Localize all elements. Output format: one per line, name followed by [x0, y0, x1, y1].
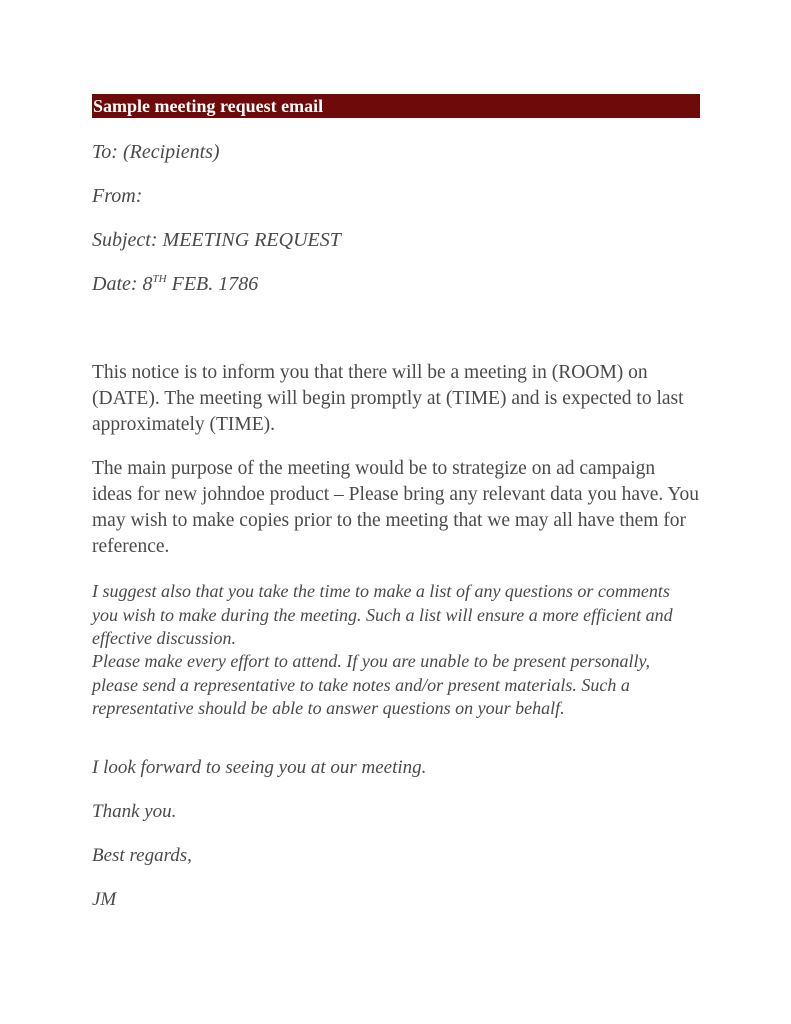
date-line — [92, 272, 258, 296]
document-title: Sample meeting request email — [92, 94, 700, 118]
signature: JM — [92, 889, 117, 910]
to-line: To: (Recipients) — [92, 141, 220, 163]
date-suffix: FEB. 1786 — [166, 273, 259, 295]
paragraph-suggestion: I suggest also that you take the time to make a list of any questions or comments you wish to make during the meeting. Such a list will ensure a more efficient and effective discussion. — [92, 581, 673, 648]
document-page — [92, 94, 700, 910]
paragraph-notice: This notice is to inform you that there will be a meeting in (ROOM) on (DATE). The meeting will begin promptly at (TIME) and is expected to last approximately (TIME). — [92, 362, 684, 435]
date-superscript: TH — [152, 273, 167, 285]
date-prefix: Date: 8 — [92, 273, 153, 295]
from-line: From: — [92, 185, 143, 207]
subject-line: Subject: MEETING REQUEST — [92, 229, 341, 251]
paragraph-purpose: The main purpose of the meeting would be to strategize on ad campaign ideas for new johndoe product – Please bring any relevant data you have. You may wish to make copies prior to the meeting that we may all have them for reference. — [92, 458, 700, 557]
paragraph-attend: Please make every effort to attend. If you are unable to be present personally, please send a representative to take notes and/or present materials. Such a representative should be able to answer questions on your behalf. — [92, 651, 651, 718]
regards-line: Best regards, — [92, 845, 192, 866]
closing-line: I look forward to seeing you at our meeting. — [92, 757, 427, 778]
thanks-line: Thank you. — [92, 801, 177, 822]
